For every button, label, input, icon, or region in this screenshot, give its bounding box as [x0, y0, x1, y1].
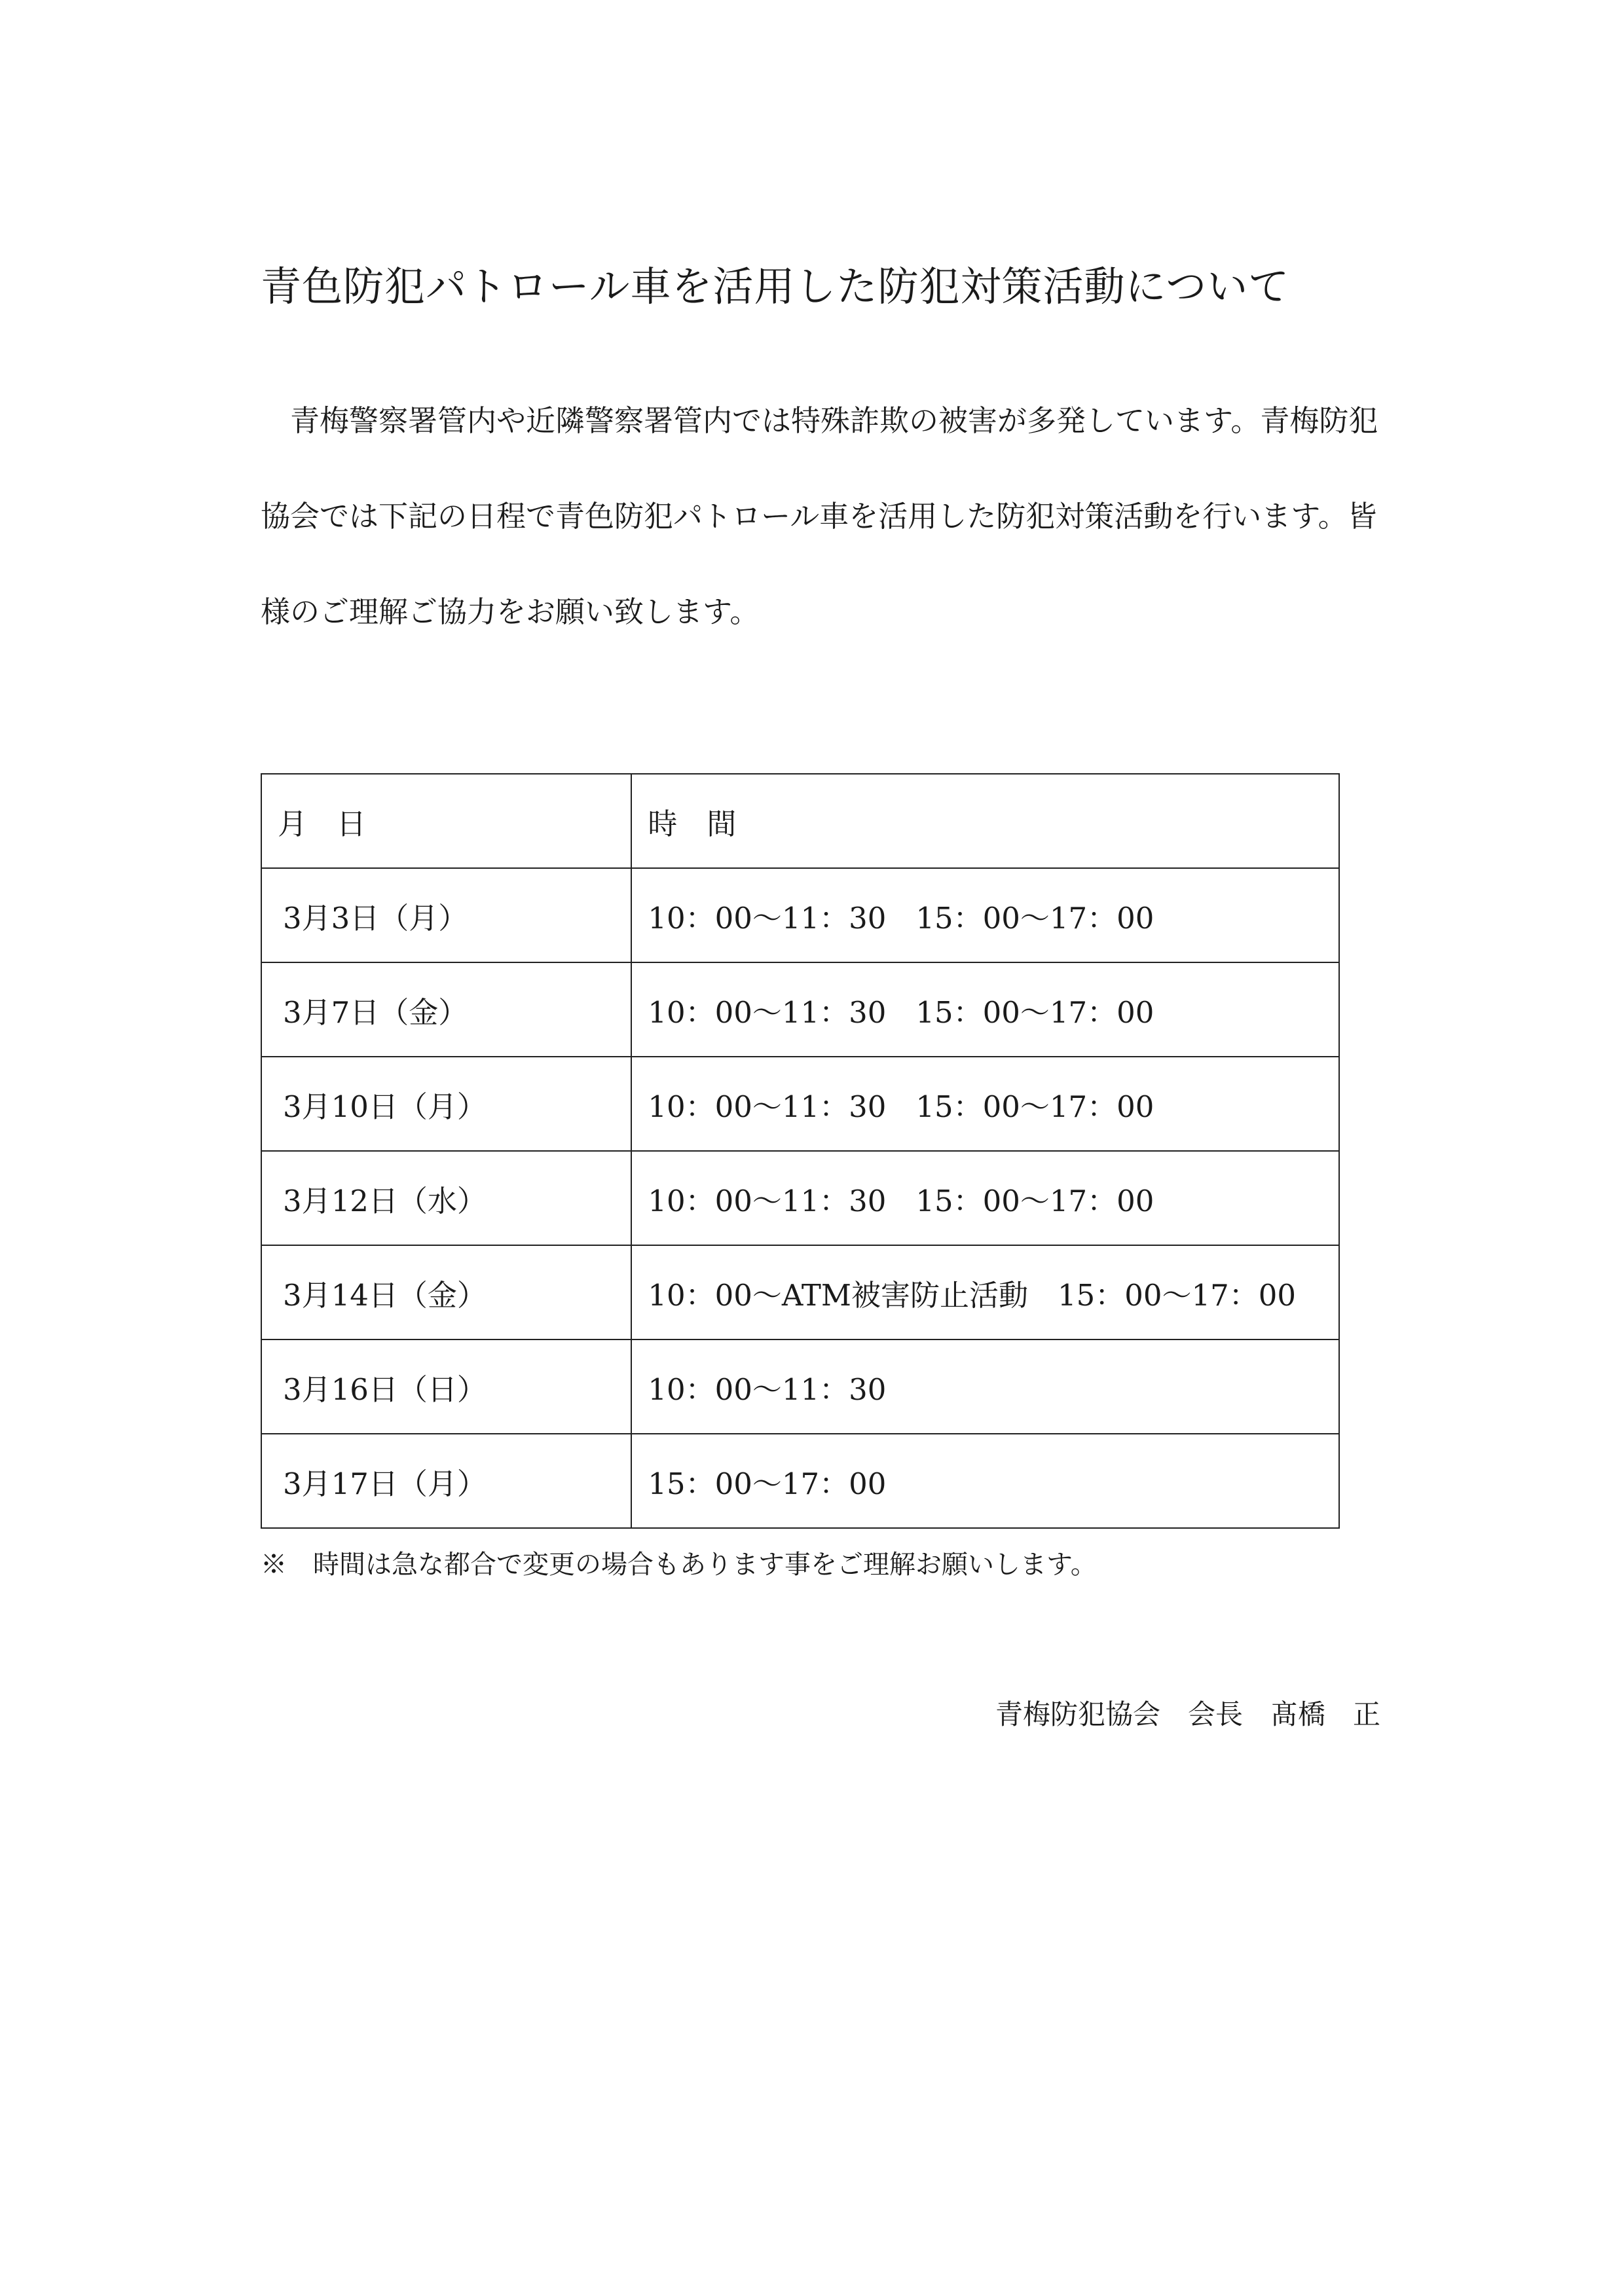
header-time: 時 間 — [631, 774, 1339, 868]
table-row — [261, 1434, 1339, 1528]
time-cell: 10：00～11：30 15：00～17：00 — [631, 868, 1339, 962]
date-cell: 3月10日（月） — [261, 1057, 631, 1151]
table-row — [261, 962, 1339, 1057]
date-cell: 3月3日（月） — [261, 868, 631, 962]
time-cell: 10：00～11：30 15：00～17：00 — [631, 962, 1339, 1057]
time-cell: 10：00～11：30 — [631, 1339, 1339, 1434]
schedule-table — [261, 773, 1340, 1529]
table-row — [261, 1339, 1339, 1434]
footnote: ※ 時間は急な都合で変更の場合もあります事をご理解お願いします。 — [261, 1550, 1097, 1580]
date-cell: 3月16日（日） — [261, 1339, 631, 1434]
table-row — [261, 1245, 1339, 1339]
intro-line: 協会では下記の日程で青色防犯パトロール車を活用した防犯対策活動を行います。皆 — [261, 499, 1377, 534]
time-cell: 10：00～ATM被害防止活動 15：00～17：00 — [631, 1245, 1339, 1339]
table-header-row — [261, 774, 1339, 868]
intro-line: 青梅警察署管内や近隣警察署管内では特殊詐欺の被害が多発しています。青梅防犯 — [290, 403, 1378, 438]
intro-paragraph — [261, 373, 1378, 660]
time-cell: 10：00～11：30 15：00～17：00 — [631, 1057, 1339, 1151]
signature: 青梅防犯協会 会長 髙橋 正 — [995, 1698, 1380, 1730]
date-cell: 3月17日（月） — [261, 1434, 631, 1528]
date-cell: 3月14日（金） — [261, 1245, 631, 1339]
intro-line: 様のご理解ご協力をお願い致します。 — [261, 594, 760, 629]
table-row — [261, 1151, 1339, 1245]
header-date: 月 日 — [261, 774, 631, 868]
document-title: 青色防犯パトロール車を活用した防犯対策活動について — [261, 263, 1290, 310]
time-cell: 15：00～17：00 — [631, 1434, 1339, 1528]
date-cell: 3月7日（金） — [261, 962, 631, 1057]
date-cell: 3月12日（水） — [261, 1151, 631, 1245]
time-cell: 10：00～11：30 15：00～17：00 — [631, 1151, 1339, 1245]
table-row — [261, 868, 1339, 962]
table-row — [261, 1057, 1339, 1151]
